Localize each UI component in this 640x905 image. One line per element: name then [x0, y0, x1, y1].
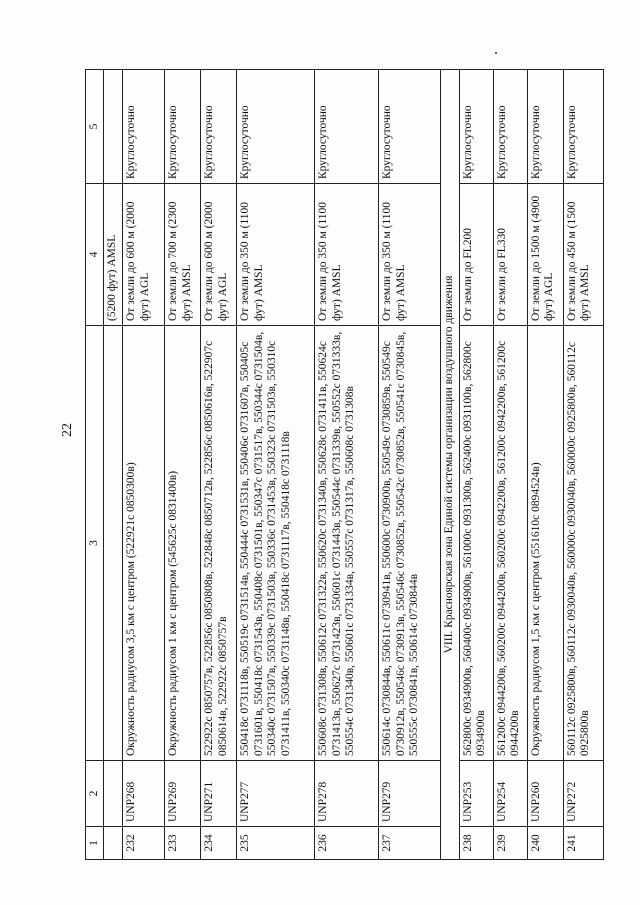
zone-boundary: Окружность радиусом 1,5 км с центром (551610с 0894524в) [527, 326, 563, 761]
zone-time: Круглосуточно [164, 70, 200, 184]
zone-altitude: От земли до 1500 м (4900 фут) AGL [527, 184, 563, 326]
zone-code [104, 761, 123, 827]
zone-code: UNP277 [236, 761, 314, 827]
zone-altitude: От земли до 350 м (1100 фут) AMSL [378, 184, 440, 326]
header-cell-2: 2 [86, 761, 104, 827]
row-number: 232 [122, 827, 164, 860]
zone-altitude: От земли до 450 м (1500 фут) AMSL [563, 184, 603, 326]
zone-boundary [104, 326, 123, 761]
zone-code: UNP271 [200, 761, 236, 827]
zone-time [104, 70, 123, 184]
zone-code: UNP268 [122, 761, 164, 827]
row-number: 239 [493, 827, 527, 860]
table-row [378, 70, 440, 860]
zone-boundary: 522922с 0850757в, 522856с 0850808в, 522848с 0850712в, 522856с 0850616в, 522907с 0850614в, 522922с 0850757в [200, 326, 236, 761]
table-row [527, 70, 563, 860]
zone-time: Круглосуточно [493, 70, 527, 184]
zone-boundary: 550608с 0731308в, 550612с 0731322в, 550620с 0731340в, 550628с 0731411в, 550624с 0731413в, 550627с 0731423в, 550601с 0731443в, 550544с 0731339в, 550552с 0731333в, 550554с 0731340в, 550601с 0731334в, 550557с 0731317в, 550608с 0731308в [314, 326, 378, 761]
rotated-table-wrapper [85, 70, 592, 860]
zone-time: Круглосуточно [314, 70, 378, 184]
zone-code: UNP254 [493, 761, 527, 827]
row-number: 240 [527, 827, 563, 860]
zone-boundary: 561200с 0944200в, 560200с 0944200в, 560200с 0942200в, 561200с 0942200в, 561200с 0944200в [493, 326, 527, 761]
zone-time: Круглосуточно [459, 70, 493, 184]
zone-altitude: От земли до FL200 [459, 184, 493, 326]
table-row [314, 70, 378, 860]
row-number: 238 [459, 827, 493, 860]
zone-code: UNP260 [527, 761, 563, 827]
row-number: 235 [236, 827, 314, 860]
header-row [86, 70, 104, 860]
table-row [200, 70, 236, 860]
zone-boundary: 550614с 0730844в, 550611с 0730941в, 550600с 0730900в, 550549с 0730859в, 550549с 0730912в, 550546с 0730913в, 550546с 0730852в, 550542с 0730852в, 550541с 0730845в, 550555с 0730841в, 550614с 0730844в [378, 326, 440, 761]
zone-boundary: 562800с 0934900в, 560400с 0934900в, 561000с 0931300в, 562400с 0931100в, 562800с 0934900в [459, 326, 493, 761]
zone-time: Круглосуточно [378, 70, 440, 184]
header-cell-1: 1 [86, 827, 104, 860]
zone-altitude: От земли до 600 м (2000 фут) AGL [122, 184, 164, 326]
zone-boundary: 560112с 0925800в, 560112с 0930040в, 560000с 0930040в, 560000с 0925800в, 560112с 0925800в [563, 326, 603, 761]
table-row [236, 70, 314, 860]
header-cell-4: 4 [86, 184, 104, 326]
airspace-table [85, 69, 604, 860]
zone-altitude: От земли до 350 м (1100 фут) AMSL [314, 184, 378, 326]
row-number: 236 [314, 827, 378, 860]
zone-code: UNP279 [378, 761, 440, 827]
zone-time: Круглосуточно [236, 70, 314, 184]
zone-code: UNP272 [563, 761, 603, 827]
zone-time: Круглосуточно [527, 70, 563, 184]
row-number: 237 [378, 827, 440, 860]
section-row [440, 70, 459, 860]
zone-altitude: От земли до 600 м (2000 фут) AGL [200, 184, 236, 326]
table-row [164, 70, 200, 860]
table-row [459, 70, 493, 860]
row-number [104, 827, 123, 860]
table-row [493, 70, 527, 860]
zone-boundary: Окружность радиусом 1 км с центром (545625с 0831400в) [164, 326, 200, 761]
zone-boundary: Окружность радиусом 3,5 км с центром (522921с 0850300в) [122, 326, 164, 761]
zone-altitude: От земли до 350 м (1100 фут) AMSL [236, 184, 314, 326]
table-row [104, 70, 123, 860]
header-cell-3: 3 [86, 326, 104, 761]
zone-boundary: 550418с 0731118в, 550519с 0731514в, 550444с 0731531в, 550406с 0731607в, 550405с 0731601в, 550418с 0731543в, 550408с 0731501в, 550347с 0731517в, 550344с 0731504в, 550340с 0731507в, 550339с 0731503в, 550336с 0731453в, 550323с 0731503в, 550310с 0731411в, 550340с 0731148в, 550418с 0731117в, 550418с 0731118в [236, 326, 314, 761]
scan-speck [495, 52, 497, 54]
zone-altitude: От земли до FL330 [493, 184, 527, 326]
zone-code: UNP253 [459, 761, 493, 827]
zone-time: Круглосуточно [200, 70, 236, 184]
table-row [563, 70, 603, 860]
table-row [122, 70, 164, 860]
row-number: 234 [200, 827, 236, 860]
row-number: 233 [164, 827, 200, 860]
row-number: 241 [563, 827, 603, 860]
zone-altitude: (5200 фут) AMSL [104, 184, 123, 326]
zone-time: Круглосуточно [563, 70, 603, 184]
section-title: VIII. Красноярская зона Единой системы организации воздушного движения [440, 70, 459, 860]
zone-altitude: От земли до 700 м (2300 фут) AMSL [164, 184, 200, 326]
page-number: 22 [60, 423, 75, 437]
zone-code: UNP269 [164, 761, 200, 827]
zone-time: Круглосуточно [122, 70, 164, 184]
header-cell-5: 5 [86, 70, 104, 184]
zone-code: UNP278 [314, 761, 378, 827]
